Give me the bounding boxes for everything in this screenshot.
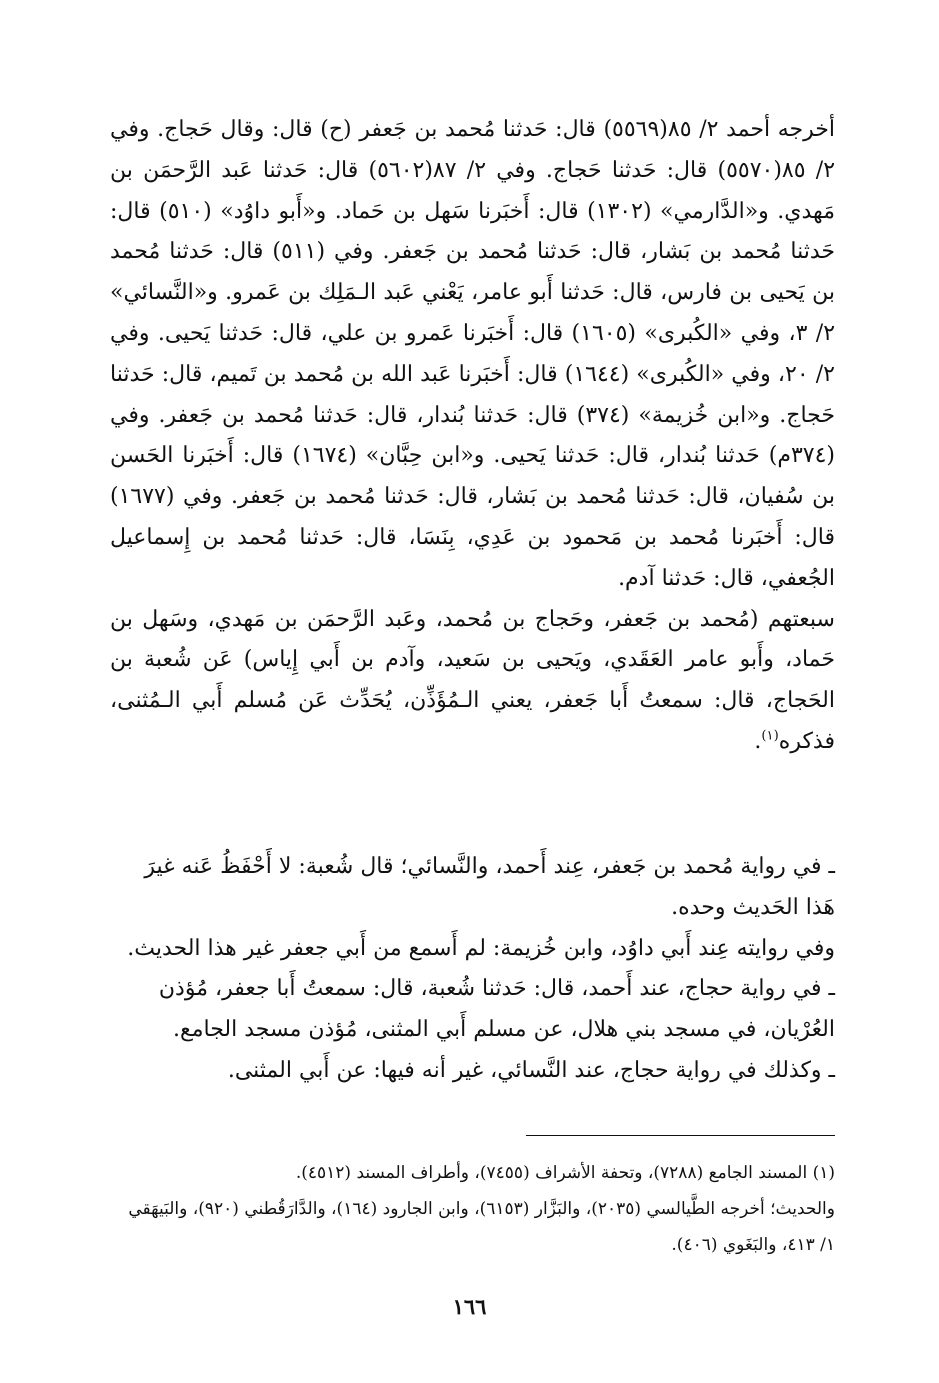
footnote-divider <box>526 1135 835 1136</box>
footnote-marker: (١) <box>761 728 779 744</box>
page-number: ١٦٦ <box>452 1294 487 1319</box>
note-item: ـ في رواية مُحمد بن جَعفر، عِند أَحمد، والنَّسائي؛ قال شُعبة: لا أَحْفَظُ عَنه غيرَ هَذا الحَديث وحده. <box>144 854 835 920</box>
hadith-chain-text: سبعتهم (مُحمد بن جَعفر، وحَجاج بن مُحمد، وعَبد الرَّحمَن بن مَهدي، وسَهل بن حَماد، وأَبو عامر العَقَدي، ويَحيى بن سَعيد، وآدم بن أَبي إِياس) عَن شُعبة بن الحَجاج، قال: سمعتُ أَبا جَعفر، يعني الـمُؤَذِّن، يُحَدِّث عَن مُسلم أَبي الـمُثنى، فذكره <box>110 606 835 754</box>
footnotes <box>110 1155 835 1263</box>
end-mark: . <box>754 728 762 754</box>
main-text <box>110 110 835 763</box>
footnote-item: (١) المسند الجامع (٧٢٨٨)، وتحفة الأشراف (٧٤٥٥)، وأطراف المسند (٤٥١٢). <box>295 1163 835 1183</box>
note-item: وفي روايته عِند أَبي داوُد، وابن خُزيمة: لم أَسمع من أَبي جعفر غير هذا الحديث. <box>127 935 835 961</box>
hadith-chain-paragraph <box>110 600 835 763</box>
note-item: ـ في رواية حجاج، عند أَحمد، قال: حَدثنا شُعبة، قال: سمعتُ أَبا جعفر، مُؤذن العُرْيان، في مسجد بني هلال، عن مسلم أَبي المثنى، مُؤذن مسجد الجامع. <box>158 976 835 1043</box>
hadith-sources-paragraph: أخرجه أحمد ٢/ ٨٥(٥٥٦٩) قال: حَدثنا مُحمد بن جَعفر (ح) قال: وقال حَجاج. وفي ٢/ ٨٥(٥٥٧٠) قال: حَدثنا حَجاج. وفي ٢/ ٨٧(٥٦٠٢) قال: حَدثنا عَبد الرَّحمَن بن مَهدي. و«الدَّارمي» (١٣٠٢) قال: أَخبَرنا سَهل بن حَماد. و«أَبو داوُد» (٥١٠) قال: حَدثنا مُحمد بن بَشار، قال: حَدثنا مُحمد بن جَعفر. وفي (٥١١) قال: حَدثنا مُحمد بن يَحيى بن فارس، قال: حَدثنا أَبو عامر، يَعْني عَبد الـمَلِك بن عَمرو. و«النَّسائي» ٢/ ٣، وفي «الكُبرى» (١٦٠٥) قال: أَخبَرنا عَمرو بن علي، قال: حَدثنا يَحيى. وفي ٢/ ٢٠، وفي «الكُبرى» (١٦٤٤) قال: أَخبَرنا عَبد الله بن مُحمد بن تَميم، قال: حَدثنا حَجاج. و«ابن خُزيمة» (٣٧٤) قال: حَدثنا بُندار، قال: حَدثنا مُحمد بن جَعفر. وفي (٣٧٤م) حَدثنا بُندار، قال: حَدثنا يَحيى. و«ابن حِبَّان» (١٦٧٤) قال: أَخبَرنا الحَسن بن سُفيان، قال: حَدثنا مُحمد بن بَشار، قال: حَدثنا مُحمد بن جَعفر. وفي (١٦٧٧) قال: أَخبَرنا مُحمد بن مَحمود بن عَدِي، بِنَسَا، قال: حَدثنا مُحمد بن إِسماعيل الجُعفي، قال: حَدثنا آدم. <box>110 117 836 591</box>
note-item: ـ وكذلك في رواية حجاج، عند النَّسائي، غير أنه فيها: عن أَبي المثنى. <box>227 1057 835 1083</box>
footnote-item: والحديث؛ أخرجه الطَّيالسي (٢٠٣٥)، والبَزَّار (٦١٥٣)، وابن الجارود (١٦٤)، والدَّارَقُطني (٩٢٠)، والبَيهَقي ١/ ٤١٣، والبَغَوي (٤٠٦). <box>128 1199 835 1255</box>
narration-notes <box>110 847 835 1092</box>
